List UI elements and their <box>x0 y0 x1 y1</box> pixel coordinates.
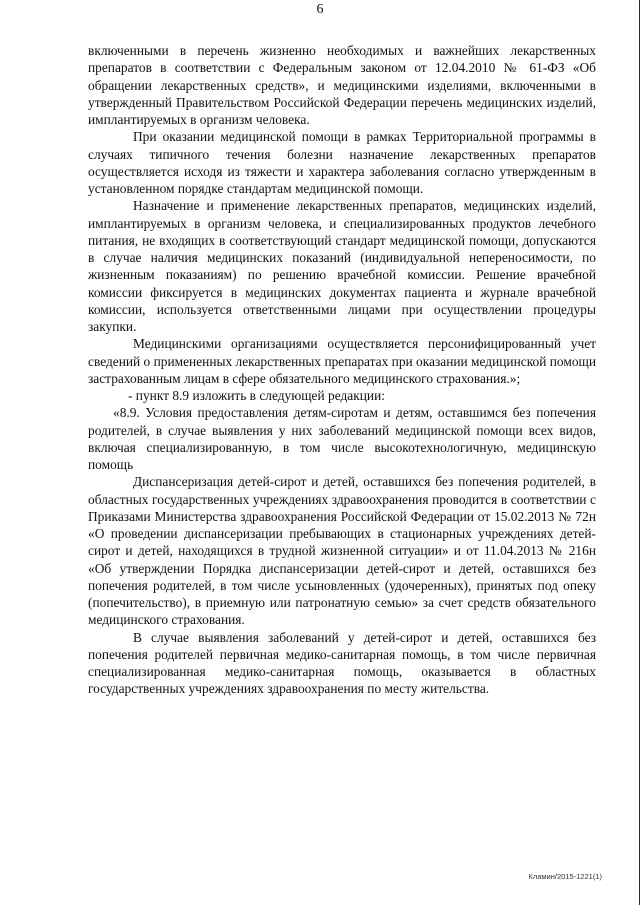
paragraph-8: В случае выявления заболеваний у детей-сирот и детей, оставшихся без попечения родителей первичная медико-санитарная помощь, в том числе первичная специализированная медико-санитарная помощь, оказывается в областных государственных учреждениях здравоохранения по месту жительства. <box>88 629 596 697</box>
paragraph-5: - пункт 8.9 изложить в следующей редакции: <box>128 388 385 403</box>
paragraph-1: включенными в перечень жизненно необходимых и важнейших лекарственных препаратов в соответствии с Федеральным законом от 12.04.2010 № 61-ФЗ «Об обращении лекарственных средств», и медицинскими изделиями, включенными в утвержденный Правительством Российской Федерации перечень медицинских изделий, имплантируемых в организм человека. <box>88 43 596 127</box>
paragraph-6: «8.9. Условия предоставления детям-сиротам и детям, оставшимся без попечения родителей, в случае выявления у них заболеваний медицинской помощи всех видов, включая специализированную, в том числе высокотехнологичную, медицинскую помощь <box>88 405 596 472</box>
paragraph-7: Диспансеризация детей-сирот и детей, оставшихся без попечения родителей, в областных государственных учреждениях здравоохранения проводится в соответствии с Приказами Министерства здравоохранения Российской Федерации от 15.02.2013 № 72н «О проведении диспансеризации пребывающих в стационарных учреждениях детей-сирот и детей, находящихся в трудной жизненной ситуации» и от 11.04.2013 № 216н «Об утверждении Порядка диспансеризации детей-сирот и детей, оставшихся без попечения родителей, в том числе усыновленных (удочеренных), принятых под опеку (попечительство), в приемную или патронатную семью» за счет средств обязательного медицинского страхования. <box>88 474 596 628</box>
document-body <box>88 42 596 698</box>
paragraph-2: При оказании медицинской помощи в рамках Территориальной программы в случаях типичного течения болезни назначение лекарственных препаратов осуществляется исходя из тяжести и характера заболевания согласно утвержденным в установленном порядке стандартам медицинской помощи. <box>88 129 596 196</box>
page-number: 6 <box>316 2 324 17</box>
paragraph-4: Медицинскими организациями осуществляется персонифицированный учет сведений о примененных лекарственных препаратах при оказании медицинской помощи застрахованным лицам в сфере обязательного медицинского страхования.»; <box>88 336 596 386</box>
paragraph-3: Назначение и применение лекарственных препаратов, медицинских изделий, имплантируемых в организм человека, и специализированных продуктов лечебного питания, не входящих в соответствующий стандарт медицинской помощи, допускаются в случае наличия медицинских показаний (индивидуальной непереносимости, по жизненным показаниям) по решению врачебной комиссии. Решение врачебной комиссии фиксируется в медицинских документах пациента и журнале врачебной комиссии, используется ответственными лицами при осуществлении процедуры закупки. <box>88 198 596 334</box>
document-footer-code: Кламин/2015-1221(1) <box>528 872 602 881</box>
